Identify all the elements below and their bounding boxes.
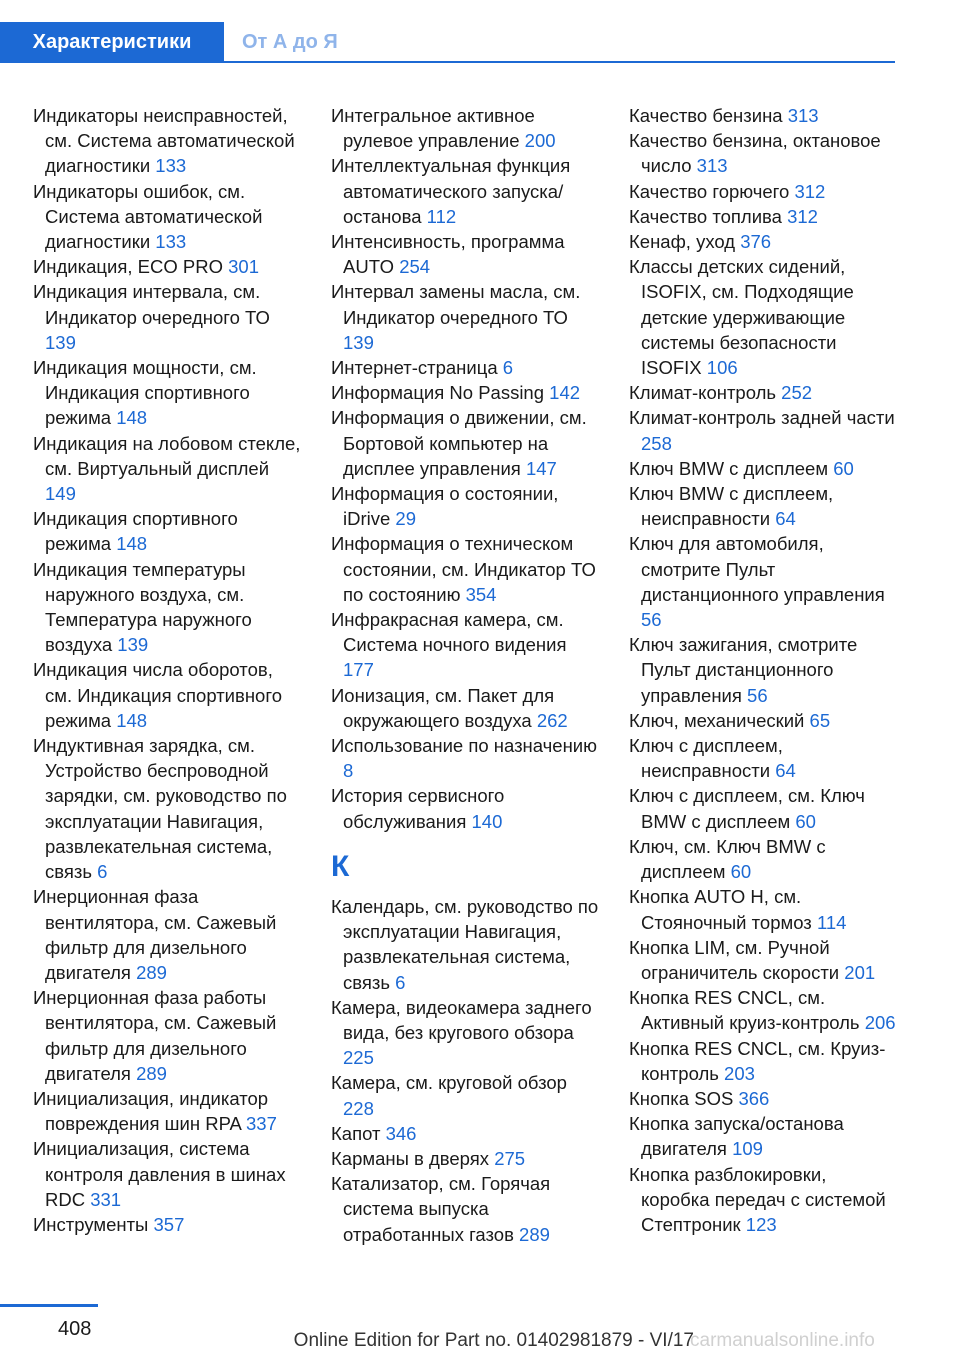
index-entry bbox=[331, 229, 601, 279]
index-entry bbox=[331, 607, 601, 683]
index-entry-text: Инерционная фаза работы вентилятора, см. Сажевый фильтр для дизельного двигателя bbox=[33, 987, 277, 1084]
index-page-link[interactable]: 357 bbox=[153, 1213, 185, 1235]
index-entry-text: Инициализация, индикатор повреждения шин RPA bbox=[33, 1087, 269, 1135]
index-entry bbox=[33, 254, 303, 279]
index-page-link[interactable]: 331 bbox=[90, 1188, 122, 1210]
index-entry-text: Календарь, см. руководство по эксплуатации Навигация, развлекательная система, связь bbox=[331, 895, 599, 993]
index-entry bbox=[629, 1036, 899, 1086]
index-entry bbox=[331, 380, 601, 405]
index-page-link[interactable]: 289 bbox=[519, 1223, 550, 1245]
index-page-link[interactable]: 8 bbox=[343, 760, 354, 782]
index-entry bbox=[331, 683, 601, 733]
index-page-link[interactable]: 312 bbox=[787, 205, 818, 227]
index-page-link[interactable]: 225 bbox=[343, 1047, 374, 1069]
index-entry bbox=[629, 985, 899, 1035]
index-page-link[interactable]: 313 bbox=[696, 155, 728, 177]
index-page-link[interactable]: 301 bbox=[228, 256, 259, 278]
index-entry bbox=[629, 204, 899, 229]
index-entry bbox=[33, 431, 303, 507]
index-entry bbox=[33, 657, 303, 733]
index-entry-text: Инструменты bbox=[33, 1213, 149, 1235]
index-entry-text: Ключ, механический bbox=[629, 709, 805, 731]
index-entry-text: Ключ с дисплеем, см. Ключ BMW с дисплеем bbox=[629, 785, 865, 832]
index-entry-text: Интенсивность, программа AUTO bbox=[331, 231, 565, 278]
index-entry-text: Качество горючего bbox=[629, 180, 790, 202]
index-entry bbox=[331, 783, 601, 833]
page-number: 408 bbox=[58, 1318, 92, 1340]
index-page-link[interactable]: 206 bbox=[864, 1012, 896, 1034]
index-entry bbox=[33, 733, 303, 884]
index-page-link[interactable]: 275 bbox=[494, 1147, 526, 1169]
index-entry-text: Камера, см. круговой обзор bbox=[331, 1072, 567, 1094]
index-entry-text: Индикаторы ошибок, см. Система автоматической диагностики bbox=[33, 180, 263, 253]
index-page-link[interactable]: 376 bbox=[740, 231, 772, 253]
index-page-link[interactable]: 6 bbox=[502, 357, 514, 379]
index-entry bbox=[331, 995, 601, 1071]
index-entry-text: Ключ с дисплеем, неисправности bbox=[629, 735, 783, 782]
index-entry-text: Классы детских сидений, ISOFIX, см. Подходящие детские удерживающие системы безопасности ISOFIX bbox=[629, 256, 854, 379]
index-entry bbox=[331, 405, 601, 481]
index-page-link[interactable]: 106 bbox=[706, 357, 738, 379]
index-page-link[interactable]: 109 bbox=[732, 1138, 763, 1160]
index-entry-text: Индикация числа оборотов, см. Индикация спортивного режима bbox=[33, 659, 282, 731]
index-page-link[interactable]: 254 bbox=[399, 256, 431, 278]
index-page-link[interactable]: 354 bbox=[465, 583, 497, 605]
index-entry bbox=[331, 103, 601, 153]
index-page-link[interactable]: 177 bbox=[343, 659, 374, 681]
index-page-link[interactable]: 366 bbox=[738, 1087, 770, 1109]
index-entry bbox=[331, 531, 601, 607]
index-page-link[interactable]: 147 bbox=[525, 457, 557, 479]
index-page-link[interactable]: 29 bbox=[395, 508, 416, 530]
index-entry-text: Кнопка запуска/останова двигателя bbox=[629, 1113, 844, 1160]
index-entry-text: Климат-контроль bbox=[629, 382, 777, 404]
index-entry-text: Информация о движении, см. Бортовой компьютер на дисплее управления bbox=[331, 407, 587, 479]
index-entry-text: Кнопка RES CNCL, см. Активный круиз-контроль bbox=[629, 987, 860, 1034]
index-entry-text: Инфракрасная камера, см. Система ночного видения bbox=[331, 609, 567, 656]
index-entry-text: Индикация, ECO PRO bbox=[33, 256, 223, 278]
index-page-link[interactable]: 60 bbox=[795, 810, 816, 832]
index-entry bbox=[331, 481, 601, 531]
index-entry-text: Кнопка SOS bbox=[629, 1087, 734, 1109]
index-page-link[interactable]: 64 bbox=[775, 508, 796, 530]
index-entry-text: Информация о техническом состоянии, см. Индикатор ТО по состоянию bbox=[331, 533, 596, 605]
index-entry-text: Информация о состоянии, iDrive bbox=[331, 483, 559, 530]
index-page-link[interactable]: 200 bbox=[524, 130, 556, 152]
index-entry-text: Качество бензина, октановое число bbox=[629, 130, 881, 177]
index-page-link[interactable]: 346 bbox=[385, 1122, 417, 1144]
index-entry bbox=[331, 153, 601, 229]
index-entry bbox=[629, 834, 899, 884]
tab-characteristics[interactable]: Характеристики bbox=[0, 22, 224, 62]
index-page-link[interactable]: 289 bbox=[136, 1062, 167, 1084]
index-entry bbox=[629, 632, 899, 708]
index-entry-text: Ключ BMW с дисплеем, неисправности bbox=[629, 483, 834, 530]
index-page-link[interactable]: 148 bbox=[116, 533, 148, 555]
index-page-link[interactable]: 262 bbox=[536, 709, 568, 731]
index-page-link[interactable]: 64 bbox=[775, 760, 796, 782]
index-page-link[interactable]: 60 bbox=[833, 457, 854, 479]
index-entry bbox=[331, 894, 601, 995]
index-page-link[interactable]: 228 bbox=[343, 1097, 374, 1119]
index-entry-text: Камера, видеокамера заднего вида, без кругового обзора bbox=[331, 996, 592, 1043]
index-entry-text: Климат-контроль задней части bbox=[629, 407, 895, 429]
index-entry bbox=[33, 985, 303, 1086]
index-entry bbox=[629, 229, 899, 254]
index-page-link[interactable]: 139 bbox=[117, 634, 149, 656]
index-entry bbox=[331, 1171, 601, 1247]
index-page-link[interactable]: 142 bbox=[549, 382, 581, 404]
index-entry-text: Индикация мощности, см. Индикация спортивного режима bbox=[33, 357, 257, 429]
index-page-link[interactable]: 149 bbox=[45, 483, 76, 505]
index-page-link[interactable]: 312 bbox=[794, 180, 826, 202]
index-entry-text: Интервал замены масла, см. Индикатор очередного ТО bbox=[331, 281, 581, 328]
index-entry-text: Кнопка LIM, см. Ручной ограничитель скорости bbox=[629, 936, 840, 983]
index-entry bbox=[33, 1212, 303, 1237]
index-page-link[interactable]: 252 bbox=[781, 382, 813, 404]
index-entry bbox=[33, 884, 303, 985]
index-page-link[interactable]: 114 bbox=[816, 911, 847, 933]
index-entry bbox=[33, 279, 303, 355]
index-entry bbox=[629, 128, 899, 178]
index-entry bbox=[629, 380, 899, 405]
index-entry bbox=[629, 531, 899, 632]
header-divider bbox=[0, 61, 895, 63]
index-page-link[interactable]: 148 bbox=[116, 407, 148, 429]
index-entry-text: Информация No Passing bbox=[331, 382, 545, 404]
index-entry bbox=[629, 1162, 899, 1238]
index-entry bbox=[33, 1136, 303, 1212]
index-page-link[interactable]: 139 bbox=[45, 331, 76, 353]
index-entry bbox=[33, 179, 303, 255]
index-entry-text: Индикация спортивного режима bbox=[33, 508, 238, 555]
index-entry-text: Кнопка AUTO H, см. Стояночный тормоз bbox=[629, 886, 812, 933]
index-entry-text: Карманы в дверях bbox=[331, 1147, 490, 1169]
index-entry bbox=[629, 103, 899, 128]
index-entry bbox=[331, 279, 601, 355]
index-entry bbox=[33, 355, 303, 431]
index-entry-text: Ключ зажигания, смотрите Пульт дистанционного управления bbox=[629, 634, 858, 706]
index-entry bbox=[629, 733, 899, 783]
index-entry bbox=[629, 405, 899, 455]
index-entry bbox=[331, 1146, 601, 1171]
tab-a-to-z[interactable]: От А до Я bbox=[242, 30, 338, 53]
index-entry-text: Индикация на лобовом стекле, см. Виртуальный дисплей bbox=[33, 432, 301, 479]
index-page-link[interactable]: 112 bbox=[426, 205, 457, 227]
index-section-letter: К bbox=[331, 849, 350, 883]
index-entry bbox=[629, 456, 899, 481]
index-entry-text: Ионизация, см. Пакет для окружающего воздуха bbox=[331, 684, 555, 731]
index-entry-text: Качество топлива bbox=[629, 205, 782, 227]
index-page-link[interactable]: 258 bbox=[641, 432, 672, 454]
index-entry bbox=[331, 355, 601, 380]
index-entry bbox=[629, 708, 899, 733]
index-page-link[interactable]: 139 bbox=[343, 331, 374, 353]
index-entry bbox=[33, 557, 303, 658]
index-entry bbox=[629, 254, 899, 380]
index-page-link[interactable]: 133 bbox=[155, 155, 187, 177]
index-page-link[interactable]: 56 bbox=[641, 609, 662, 631]
index-page-link[interactable]: 203 bbox=[724, 1062, 755, 1084]
index-entry-text: Ключ, см. Ключ BMW с дисплеем bbox=[629, 835, 826, 883]
index-entry-text: Капот bbox=[331, 1122, 381, 1144]
index-entry bbox=[629, 179, 899, 204]
index-entry-text: Интегральное активное рулевое управление bbox=[331, 105, 535, 152]
index-page-link[interactable]: 6 bbox=[97, 861, 108, 883]
index-column-3 bbox=[629, 103, 899, 1237]
index-page-link[interactable]: 289 bbox=[136, 961, 167, 983]
index-entry-text: История сервисного обслуживания bbox=[331, 785, 505, 832]
index-entry bbox=[629, 1086, 899, 1111]
index-entry-text: Ключ BMW с дисплеем bbox=[629, 457, 829, 479]
index-entry-text: Интеллектуальная функция автоматического запуска/останова bbox=[331, 155, 571, 227]
index-entry-text: Ключ для автомобиля, смотрите Пульт дистанционного управления bbox=[629, 533, 885, 605]
index-entry-text: Инерционная фаза вентилятора, см. Сажевый фильтр для дизельного двигателя bbox=[33, 886, 277, 983]
index-page-link[interactable]: 201 bbox=[844, 961, 876, 983]
index-entry bbox=[33, 1086, 303, 1136]
index-page-link[interactable]: 140 bbox=[471, 810, 503, 832]
index-page-link[interactable]: 65 bbox=[809, 709, 831, 731]
index-page-link[interactable]: 60 bbox=[730, 861, 752, 883]
index-column-2 bbox=[331, 103, 601, 1247]
index-page-link[interactable]: 56 bbox=[747, 684, 768, 706]
index-column-1 bbox=[33, 103, 303, 1237]
index-entry-text: Индикация температуры наружного воздуха, см. Температура наружного воздуха bbox=[33, 558, 252, 656]
index-entry-text: Качество бензина bbox=[629, 105, 783, 126]
index-entry bbox=[629, 935, 899, 985]
index-entry-text: Индикаторы неисправностей, см. Система автоматической диагностики bbox=[33, 105, 295, 177]
index-page-link[interactable]: 313 bbox=[787, 105, 819, 126]
index-entry-text: Интернет-страница bbox=[331, 357, 498, 379]
index-entry-text: Катализатор, см. Горячая система выпуска отработанных газов bbox=[331, 1173, 551, 1245]
index-entry-text: Кнопка RES CNCL, см. Круиз-контроль bbox=[629, 1037, 886, 1084]
index-entry bbox=[331, 733, 601, 783]
watermark: carmanualsonline.info bbox=[690, 1330, 875, 1351]
edition-note: Online Edition for Part no. 01402981879 - VI/17 bbox=[293, 1330, 694, 1351]
index-entry bbox=[33, 506, 303, 556]
index-entry bbox=[629, 481, 899, 531]
index-entry bbox=[629, 1111, 899, 1161]
index-entry-text: Индуктивная зарядка, см. Устройство беспроводной зарядки, см. руководство по эксплуатации Навигация, развлекательная система, связь bbox=[33, 735, 287, 883]
index-entry-text: Индикация интервала, см. Индикатор очередного ТО bbox=[33, 281, 270, 328]
index-entry bbox=[331, 1121, 601, 1146]
index-entry bbox=[629, 783, 899, 833]
index-entry-text: Инициализация, система контроля давления в шинах RDC bbox=[33, 1138, 286, 1210]
index-entry bbox=[33, 103, 303, 179]
index-page-link[interactable]: 148 bbox=[116, 709, 148, 731]
index-page-link[interactable]: 6 bbox=[395, 971, 406, 993]
page-header bbox=[0, 0, 960, 64]
index-entry-text: Кнопка разблокировки, коробка передач с системой Стептроник bbox=[629, 1163, 886, 1235]
index-entry bbox=[331, 1070, 601, 1120]
index-page-link[interactable]: 133 bbox=[155, 231, 187, 253]
index-entry-text: Использование по назначению bbox=[331, 735, 598, 757]
index-entry-text: Кенаф, уход bbox=[629, 231, 736, 253]
index-page-link[interactable]: 123 bbox=[745, 1213, 777, 1235]
footer-divider bbox=[0, 1304, 98, 1307]
index-entry bbox=[629, 884, 899, 934]
index-page-link[interactable]: 337 bbox=[246, 1113, 277, 1135]
